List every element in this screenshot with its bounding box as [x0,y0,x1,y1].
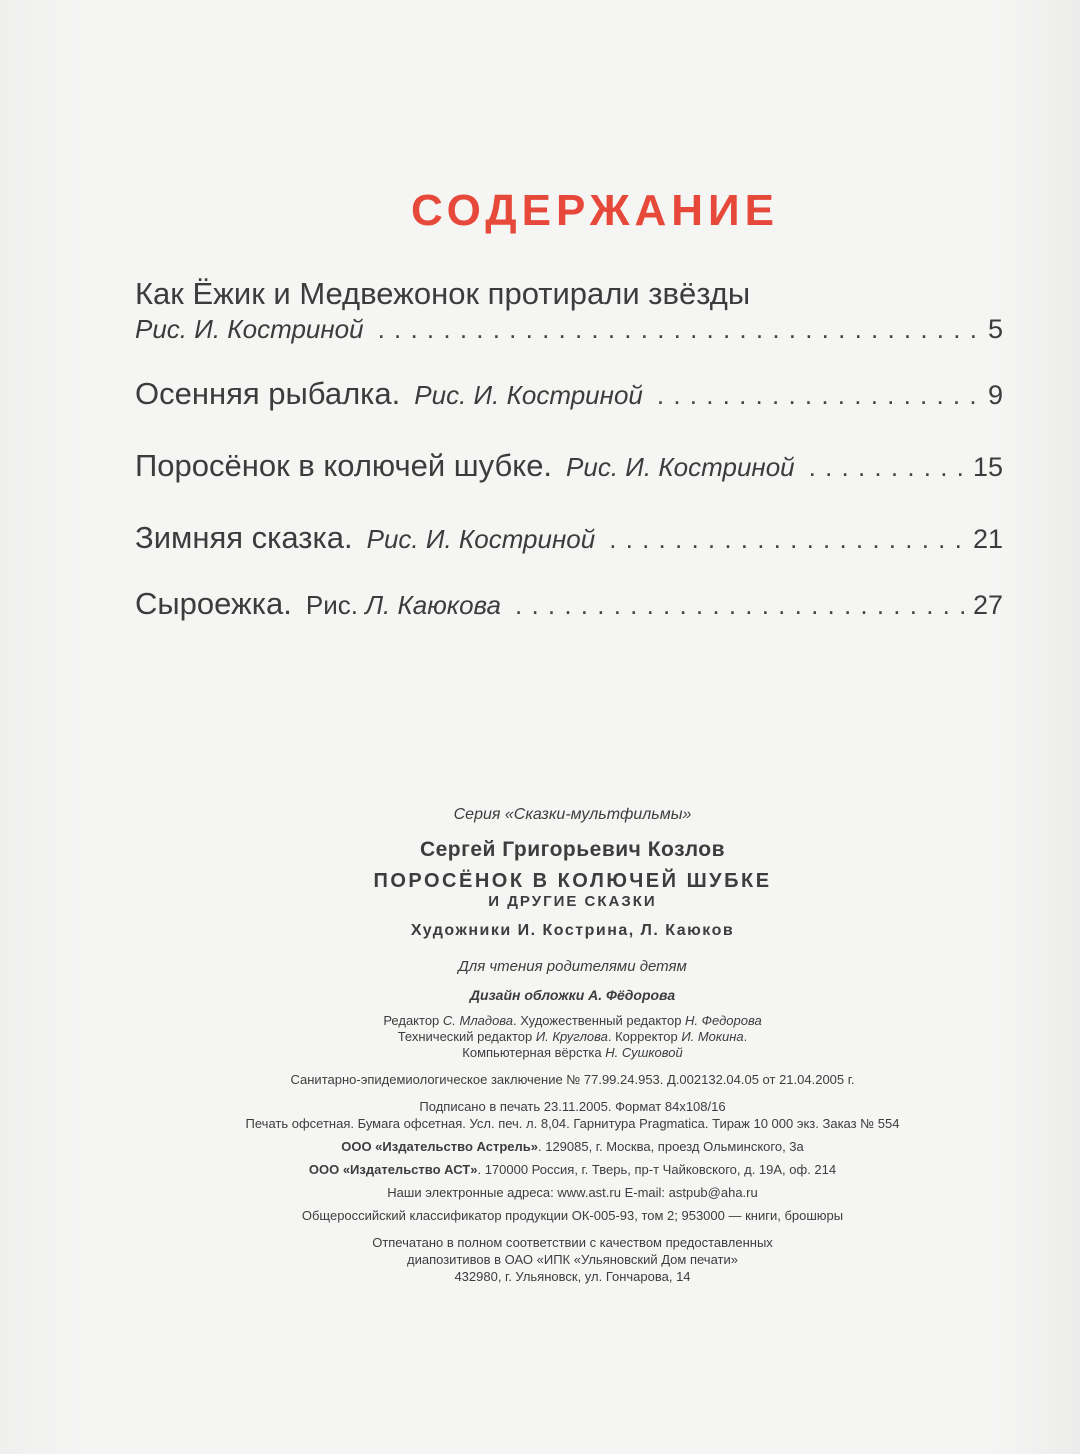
printing-house-line-1: Отпечатано в полном соответствии с качеством предоставленных [372,1235,773,1250]
toc-entry-illustrator: Рис. И. Костриной [135,314,364,344]
toc-entry-illustrator: Рис. И. Костриной [566,452,795,482]
toc-entry-illustrator: Рис. И. Костриной [366,524,596,554]
toc-entry-illustrator: Рис. И. Костриной [414,380,643,410]
printing-house-line-3: 432980, г. Ульяновск, ул. Гончарова, 14 [454,1269,691,1284]
toc-entry [135,276,1003,345]
toc-entry-title: Осенняя рыбалка. [135,376,401,411]
book-title: ПОРОСЁНОК В КОЛЮЧЕЙ ШУБКЕ [373,870,772,892]
sanitary-certificate: Санитарно-эпидемиологическое заключение № 77.99.24.953. Д.002132.04.05 от 21.04.2005 г. [290,1072,855,1087]
toc-entry-page: 21 [972,524,1003,554]
series-name: Серия «Сказки-мультфильмы» [453,806,692,823]
toc-entry [135,520,1003,556]
publisher-ast: ООО «Издательство АСТ». 170000 Россия, г. Тверь, пр-т Чайковского, д. 19А, оф. 214 [308,1162,837,1177]
tech-editor-line: Технический редактор И. Круглова. Корректор И. Мокина. [397,1029,748,1044]
printing-house-line-2: диапозитивов в ОАО «ИПК «Ульяновский Дом печати» [407,1252,738,1267]
publisher-astrel: ООО «Издательство Астрель». 129085, г. Москва, проезд Ольминского, 3а [341,1139,804,1154]
toc-entry-title: Как Ёжик и Медвежонок протирали звёзды [135,276,751,311]
leader-dots [515,590,969,621]
editor-line: Редактор С. Младова. Художественный редактор Н. Федорова [383,1013,762,1028]
layout-line: Компьютерная вёрстка Н. Сушковой [462,1045,683,1060]
publisher-emails: Наши электронные адреса: www.ast.ru E-mail: astpub@aha.ru [387,1185,758,1200]
product-classifier: Общероссийский классификатор продукции ОК-005-93, том 2; 953000 — книги, брошюры [301,1208,844,1223]
toc-entry-title: Поросёнок в колючей шубке. [135,448,553,483]
toc-entry-page: 9 [987,380,1003,410]
audience-note: Для чтения родителями детям [458,958,687,975]
toc-entry [135,448,1003,484]
toc-entry-page: 27 [972,590,1003,620]
toc-entry-title: Зимняя сказка. [135,520,353,555]
book-subtitle: И ДРУГИЕ СКАЗКИ [488,893,657,910]
leader-dots [609,524,969,555]
imprint [150,806,995,1285]
page-title: СОДЕРЖАНИЕ [410,186,780,235]
leader-dots [378,314,984,345]
toc-entry-page: 15 [972,452,1003,482]
print-info: Печать офсетная. Бумага офсетная. Усл. печ. л. 8,04. Гарнитура Pragmatica. Тираж 10 000 экз. Заказ № 554 [245,1116,900,1131]
leader-dots [809,452,969,483]
leader-dots [657,380,984,411]
toc-entry-illustrator: Рис. Л. Каюкова [305,590,502,620]
artists: Художники И. Кострина, Л. Каюков [410,922,735,939]
toc-entry-page: 5 [987,314,1003,344]
toc-entry [135,376,1003,412]
cover-design-credit: Дизайн обложки А. Фёдорова [469,987,676,1003]
editorial-credits [150,1013,995,1061]
author-name: Сергей Григорьевич Козлов [419,838,726,861]
signed-to-print: Подписано в печать 23.11.2005. Формат 84x108/16 [419,1099,726,1114]
toc-entry-title: Сыроежка. [135,586,292,621]
toc-entry [135,586,1003,622]
